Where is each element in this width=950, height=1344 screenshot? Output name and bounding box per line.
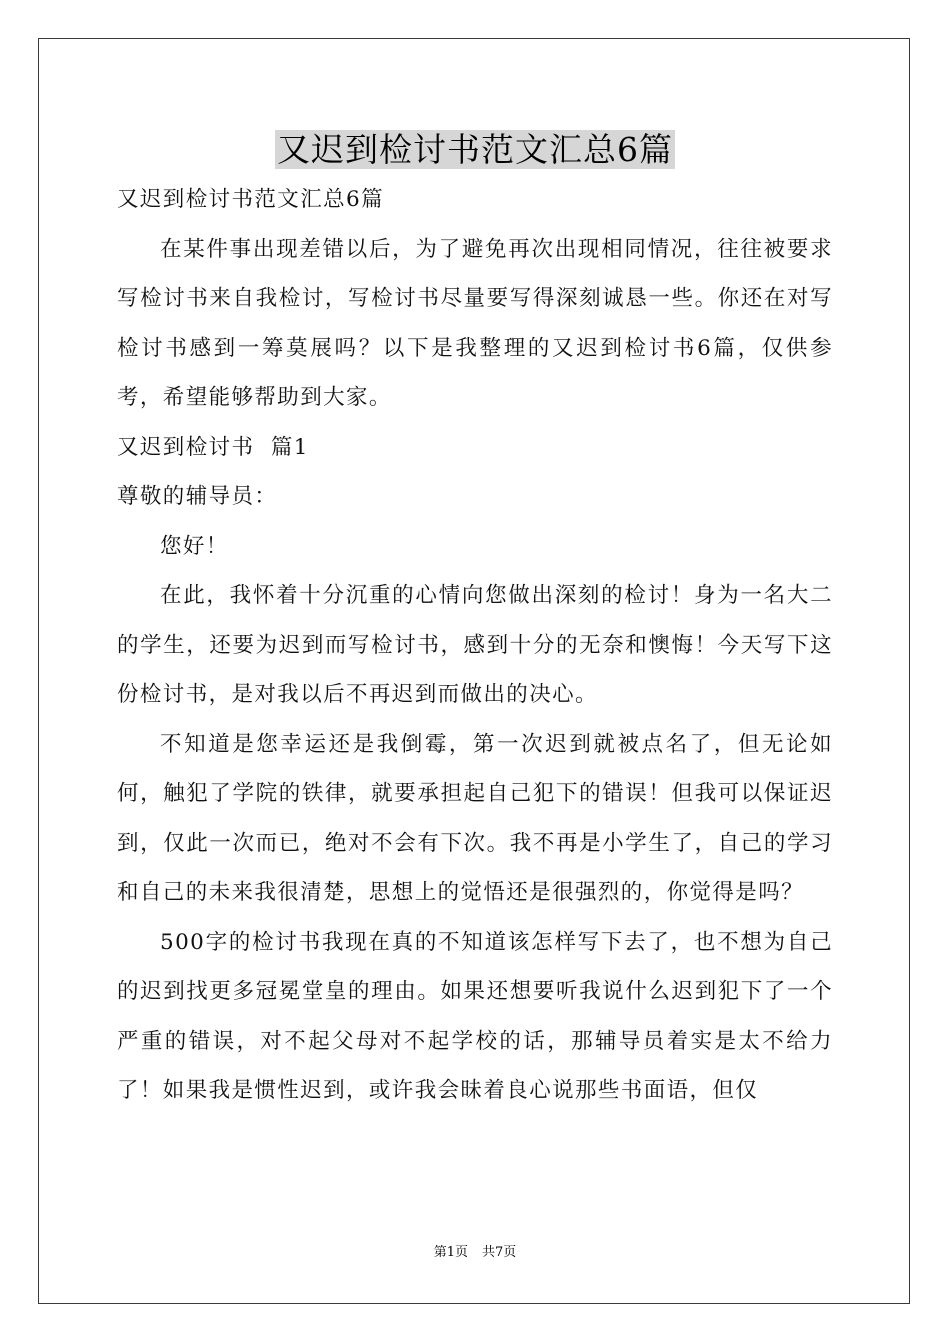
subtitle-paragraph: 又迟到检讨书范文汇总6篇: [117, 187, 384, 212]
greeting: 您好！: [160, 533, 229, 559]
page-footer: [0, 1244, 950, 1262]
document-body: [117, 175, 833, 1116]
page-number-total: 共7页: [482, 1245, 517, 1260]
document-title-text: 又迟到检讨书范文汇总6篇: [277, 130, 673, 169]
section-heading: 又迟到检讨书 篇1: [117, 434, 309, 460]
page-number-current: 第1页: [433, 1245, 468, 1260]
body-paragraph: 不知道是您幸运还是我倒霉，第一次迟到就被点名了，但无论如何，触犯了学院的铁律，就要承担起自己犯下的错误！但我可以保证迟到，仅此一次而已，绝对不会有下次。我不再是小学生了，自己的学习和自己的未来我很清楚，思想上的觉悟还是很强烈的，你觉得是吗？: [117, 731, 833, 905]
salutation: 尊敬的辅导员：: [117, 484, 278, 509]
body-paragraph: 500字的检讨书我现在真的不知道该怎样写下去了，也不想为自己的迟到找更多冠冕堂皇的理由。如果还想要听我说什么迟到犯下了一个严重的错误，对不起父母对不起学校的话，那辅导员着实是太不给力了！如果我是惯性迟到，或许我会昧着良心说那些书面语，但仅: [117, 929, 833, 1103]
intro-paragraph: 在某件事出现差错以后，为了避免再次出现相同情况，往往被要求写检讨书来自我检讨，写检讨书尽量要写得深刻诚恳一些。你还在对写检讨书感到一筹莫展吗？以下是我整理的又迟到检讨书6篇，仅供参考，希望能够帮助到大家。: [117, 236, 833, 410]
document-title: [0, 128, 950, 172]
body-paragraph: 在此，我怀着十分沉重的心情向您做出深刻的检讨！身为一名大二的学生，还要为迟到而写检讨书，感到十分的无奈和懊悔！今天写下这份检讨书，是对我以后不再迟到而做出的决心。: [117, 583, 833, 707]
